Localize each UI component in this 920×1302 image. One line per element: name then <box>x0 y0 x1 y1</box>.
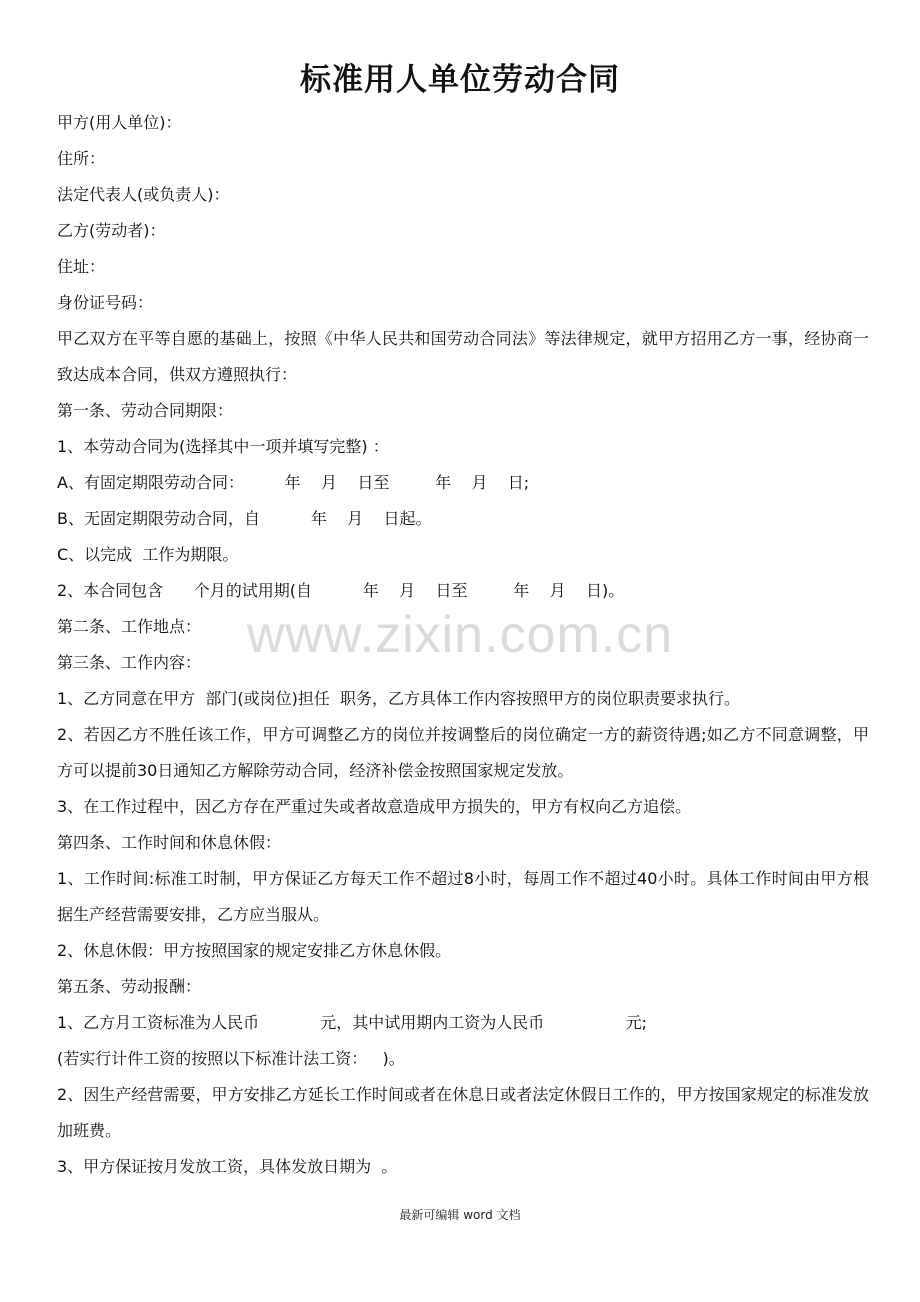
page-footer: 最新可编辑 word 文档 <box>399 1208 521 1222</box>
article-3-clause-3: 3、在工作过程中，因乙方存在严重过失或者故意造成甲方损失的，甲方有权向乙方追偿。 <box>57 797 692 816</box>
article-3-heading: 第三条、工作内容： <box>57 653 202 672</box>
document-title: 标准用人单位劳动合同 <box>300 62 620 98</box>
article-1-option-a: A、有固定期限劳动合同： 年 月 日至 年 月 日; <box>57 473 530 492</box>
article-5-clause-1: 1、乙方月工资标准为人民币 元，其中试用期内工资为人民币 元; <box>57 1013 647 1032</box>
article-5-piecework-note: (若实行计件工资的按照以下标准计法工资： )。 <box>57 1049 405 1068</box>
article-3-clause-2: 2、若因乙方不胜任该工作，甲方可调整乙方的岗位并按调整后的岗位确定一方的薪资待遇;如乙方不同意调整，甲方可以提前30日通知乙方解除劳动合同，经济补偿金按照国家规定发放。 <box>57 725 869 780</box>
article-1-heading: 第一条、劳动合同期限： <box>57 401 234 420</box>
preamble-paragraph: 甲乙双方在平等自愿的基础上，按照《中华人民共和国劳动合同法》等法律规定，就甲方招用乙方一事，经协商一致达成本合同，供双方遵照执行： <box>57 329 869 384</box>
legal-representative-line: 法定代表人(或负责人)： <box>57 185 230 204</box>
party-b-address-line: 住址： <box>57 257 106 276</box>
article-4-clause-1: 1、工作时间:标准工时制，甲方保证乙方每天工作不超过8小时，每周工作不超过40小时。具体工作时间由甲方根据生产经营需要安排，乙方应当服从。 <box>57 869 869 924</box>
id-number-line: 身份证号码： <box>57 293 154 312</box>
article-1-clause-1: 1、本劳动合同为(选择其中一项并填写完整) ： <box>57 437 389 456</box>
watermark: www.zixin.com.cn <box>246 606 674 664</box>
article-4-heading: 第四条、工作时间和休息休假： <box>57 833 282 852</box>
article-1-clause-2: 2、本合同包含 个月的试用期(自 年 月 日至 年 月 日)。 <box>57 581 625 600</box>
article-3-clause-1: 1、乙方同意在甲方 部门(或岗位)担任 职务，乙方具体工作内容按照甲方的岗位职责要求执行。 <box>57 689 741 708</box>
article-5-clause-2: 2、因生产经营需要，甲方安排乙方延长工作时间或者在休息日或者法定休假日工作的，甲方按国家规定的标准发放加班费。 <box>57 1085 869 1140</box>
party-a-name-line: 甲方(用人单位)： <box>57 113 182 132</box>
article-1-option-b: B、无固定期限劳动合同，自 年 月 日起。 <box>57 509 432 528</box>
article-5-heading: 第五条、劳动报酬： <box>57 977 202 996</box>
party-a-address-line: 住所： <box>57 149 106 168</box>
article-1-option-c: C、以完成 工作为期限。 <box>57 545 239 564</box>
article-4-clause-2: 2、休息休假：甲方按照国家的规定安排乙方休息休假。 <box>57 941 452 960</box>
party-b-name-line: 乙方(劳动者)： <box>57 221 166 240</box>
article-2-heading: 第二条、工作地点： <box>57 617 202 636</box>
article-5-clause-3: 3、甲方保证按月发放工资，具体发放日期为 。 <box>57 1157 398 1176</box>
contract-body <box>57 105 869 1185</box>
